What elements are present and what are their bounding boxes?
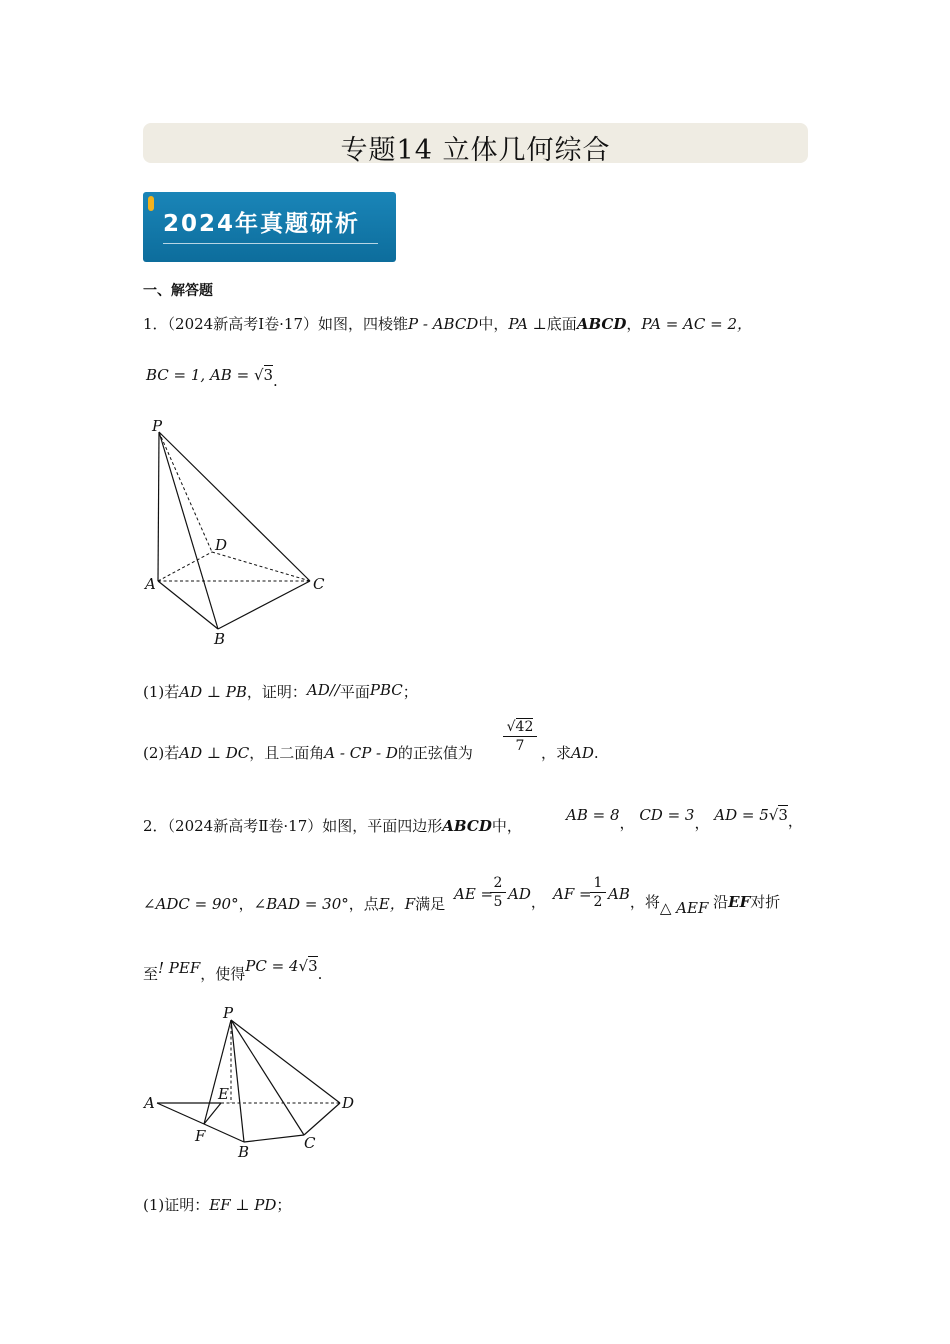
section-heading: 一、解答题: [143, 283, 213, 299]
q2-ad: AD = 5: [714, 806, 769, 824]
q2-fold: ，将: [629, 893, 660, 911]
q2-p1-end: ；: [276, 1196, 292, 1214]
q1-sqrt3: 3: [263, 366, 274, 384]
q1-p1-cond: AD ⊥ PB: [179, 683, 247, 701]
sqrt-icon: √: [506, 719, 516, 735]
q1-sine-num: [503, 718, 537, 737]
q1-zh1: 中，: [478, 315, 509, 333]
q2-af-num: 1: [590, 874, 606, 893]
label-b: B: [214, 630, 226, 648]
q2-ae-tail: [508, 883, 546, 911]
q2-ae-fraction: [490, 874, 506, 911]
q2-p1-cond: EF ⊥ PD: [209, 1196, 277, 1214]
q1-pa-perp: PA ⊥: [508, 315, 547, 333]
q1-sine-num-val: 42: [515, 719, 534, 735]
q1-lead: 1．（2024新高考Ⅰ卷·17）如图，四棱锥: [143, 315, 408, 333]
q2-line2: [143, 893, 445, 915]
label-d: D: [215, 536, 228, 554]
q2-pc-sqrt: 3: [308, 957, 318, 975]
q1-comma1: ，: [626, 315, 642, 333]
label-c: C: [313, 575, 325, 593]
edge-pa: [158, 432, 159, 581]
q2-to: 至: [143, 965, 159, 983]
q1-p1-pbc: PBC: [369, 681, 403, 699]
q2-e-f: E，F: [378, 895, 416, 913]
q2-ab: AB = 8: [566, 806, 620, 824]
edge-cd: [304, 1103, 340, 1135]
q2-sep1: ，: [619, 814, 635, 832]
edge-ab: [158, 581, 218, 629]
label-f: F: [195, 1127, 206, 1145]
q1-line1: [143, 313, 752, 335]
q2-af: AF =: [553, 885, 592, 903]
q2-angle-bad: ∠BAD = 30°: [253, 895, 349, 913]
edge-pf: [204, 1020, 231, 1124]
label-d: D: [342, 1094, 355, 1112]
q1-p1-lead: (1)若: [143, 683, 180, 701]
q2-lengths: [566, 804, 803, 832]
q2-angle-adc: ∠ADC = 90°: [143, 895, 239, 913]
edge-af: [157, 1103, 204, 1124]
q1-line2: [146, 364, 278, 390]
q2-ae-eq: [454, 883, 493, 905]
edge-ad: [158, 552, 212, 581]
q2-pc: PC = 4: [245, 957, 299, 975]
label-p: P: [223, 1004, 234, 1022]
q1-sine-fraction: [503, 718, 537, 755]
q1-p2-cond: AD ⊥ DC: [179, 744, 250, 762]
q1-p2-lead: (2)若: [143, 744, 180, 762]
q1-dot: .: [273, 372, 278, 390]
sqrt-icon: √: [768, 806, 779, 824]
q1-abcd: ABCD: [576, 315, 627, 333]
q2-sep4: ，: [530, 893, 546, 911]
q2-zh1: 中，: [491, 817, 522, 835]
q2-af-eq: [553, 883, 592, 905]
q2-pef: ! PEF: [158, 959, 201, 977]
q2-af-fraction: [590, 874, 606, 911]
q2-line1: [143, 815, 522, 837]
page-title: 专题14 立体几何综合: [340, 135, 611, 166]
edge-fb: [204, 1124, 244, 1142]
q1-p2-end: ，求: [541, 744, 572, 762]
q1-p2-dot: .: [593, 744, 599, 762]
edge-bc: [244, 1135, 304, 1142]
q2-abcd: ABCD: [442, 817, 492, 835]
q2-af-ab: AB: [608, 885, 630, 903]
q2-part1: [143, 1194, 291, 1216]
q2-comma: ，: [787, 812, 803, 830]
q2-p1-lead: (1)证明：: [143, 1196, 210, 1214]
q2-ae: AE =: [454, 885, 494, 903]
q1-part2-end: [541, 742, 599, 764]
q2-pc-dot: .: [317, 965, 323, 983]
q1-pyramid: P - ABCD: [408, 315, 479, 333]
q1-p1-end: ；: [402, 683, 418, 701]
q2-figure: [140, 1000, 370, 1165]
q1-zh2: 底面: [546, 315, 577, 333]
sqrt-icon: √: [298, 957, 309, 975]
q2-line3: [143, 957, 323, 985]
q1-bc-ab: BC = 1, AB =: [146, 366, 254, 384]
q2-cd: CD = 3: [639, 806, 695, 824]
q2-make: ，使得: [200, 965, 246, 983]
q1-figure: [140, 415, 340, 650]
q2-ae-den: 5: [493, 894, 503, 910]
q2-satisfy: 满足: [415, 895, 446, 913]
badge-pin-icon: [148, 196, 154, 211]
badge-underline: [163, 243, 378, 244]
q2-pts: ，点: [348, 895, 379, 913]
q2-af-tail: [608, 883, 781, 917]
q1-part2: [143, 742, 473, 764]
q2-ae-num: 2: [490, 874, 506, 893]
q1-part1: [143, 681, 418, 703]
edge-bc: [218, 581, 310, 629]
sqrt-icon: √: [253, 366, 264, 384]
q1-p1-plane: 平面: [339, 683, 370, 701]
q2-triangle: △ AEF: [659, 899, 709, 917]
q1-p1-par: AD//: [306, 681, 340, 699]
q2-ef: EF: [728, 893, 751, 911]
q2-sqrt3: 3: [778, 806, 788, 824]
q1-pa-ac: PA = AC = 2，: [641, 315, 752, 333]
q1-p2-ad: AD: [571, 744, 594, 762]
section-badge: [143, 192, 396, 262]
label-a: A: [144, 1094, 155, 1112]
q1-p2-angle: A - CP - D: [324, 744, 398, 762]
edge-pd: [159, 432, 212, 552]
q2-ae-ad: AD: [508, 885, 531, 903]
label-a: A: [145, 575, 156, 593]
label-b: B: [238, 1143, 250, 1161]
q2-sep3: ，: [238, 895, 254, 913]
q2-along: 沿: [713, 893, 729, 911]
q2-af-den: 2: [593, 894, 603, 910]
label-c: C: [304, 1134, 316, 1152]
q2-fold2: 对折: [750, 893, 781, 911]
q1-p1-mid: ，证明：: [246, 683, 307, 701]
label-e: E: [218, 1085, 229, 1103]
q1-sine-den: 7: [515, 738, 525, 754]
q1-p2-mid: ，且二面角: [249, 744, 325, 762]
badge-text: 2024年真题研析: [163, 211, 361, 237]
q2-lead: 2．（2024新高考Ⅱ卷·17）如图，平面四边形: [143, 817, 443, 835]
q1-p2-mid2: 的正弦值为: [397, 744, 473, 762]
label-p: P: [152, 417, 163, 435]
q2-sep2: ，: [694, 814, 710, 832]
edge-pd: [231, 1020, 340, 1103]
